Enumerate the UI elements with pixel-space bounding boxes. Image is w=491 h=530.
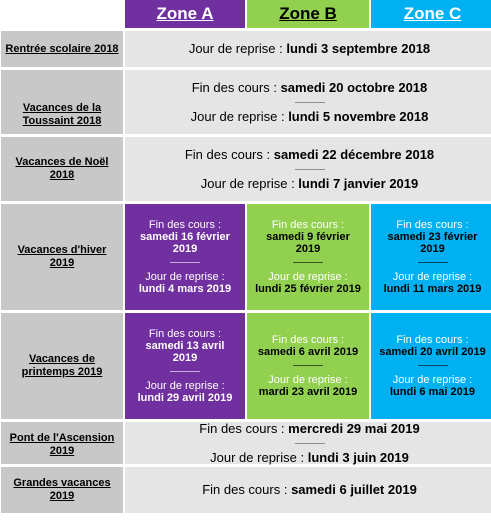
fin-prefix: Fin des cours :: [148, 219, 222, 231]
row-label-printemps: Vacances de printemps 2019: [1, 313, 123, 419]
printemps-zone-c: [371, 313, 491, 419]
separator: [170, 371, 200, 372]
printemps-a-reprise-date: lundi 29 avril 2019: [137, 392, 233, 404]
printemps-a-fin-date: samedi 13 avril 2019: [145, 340, 225, 364]
printemps-b-fin-date: samedi 6 avril 2019: [257, 346, 359, 358]
noel-fin: [185, 147, 434, 163]
row-label-hiver: Vacances d'hiver 2019: [1, 204, 123, 310]
noel-reprise-date: lundi 7 janvier 2019: [298, 175, 419, 191]
separator: [418, 262, 448, 263]
fin-prefix: Fin des cours :: [202, 482, 292, 497]
reprise-prefix: Jour de reprise :: [392, 374, 473, 386]
printemps-b-reprise-date: mardi 23 avril 2019: [258, 386, 358, 398]
hiver-c-reprise-date: lundi 11 mars 2019: [383, 283, 482, 295]
row-label-toussaint: Vacances de la Toussaint 2018: [1, 70, 123, 134]
row-ascension-dates: [125, 422, 491, 464]
reprise-prefix: Jour de reprise :: [268, 374, 348, 386]
row-noel-dates: [125, 137, 491, 201]
zone-b-header: Zone B: [247, 0, 369, 28]
printemps-zone-b: [247, 313, 369, 419]
separator: [295, 443, 325, 444]
hiver-c-fin-date: samedi 23 février 2019: [387, 231, 478, 255]
reprise-prefix: Jour de reprise :: [268, 271, 348, 283]
toussaint-reprise-date: lundi 5 novembre 2018: [288, 108, 429, 124]
fin-prefix: Fin des cours :: [271, 334, 345, 346]
hiver-zone-c: [371, 204, 491, 310]
reprise-prefix: Jour de reprise :: [188, 41, 287, 56]
row-label-ascension: Pont de l'Ascension 2019: [1, 422, 123, 464]
printemps-c-reprise-date: lundi 6 mai 2019: [390, 386, 475, 398]
rentree-reprise: [189, 41, 430, 57]
reprise-prefix: Jour de reprise :: [145, 380, 225, 392]
fin-prefix: Fin des cours :: [396, 219, 469, 231]
row-label-noel: Vacances de Noël 2018: [1, 137, 123, 201]
separator: [293, 262, 323, 263]
noel-fin-date: samedi 22 décembre 2018: [273, 146, 435, 162]
fin-prefix: Fin des cours :: [148, 328, 222, 340]
hiver-zone-b: [247, 204, 369, 310]
reprise-prefix: Jour de reprise :: [210, 449, 308, 465]
ete-fin-date: samedi 6 juillet 2019: [291, 482, 417, 497]
hiver-b-reprise-date: lundi 25 février 2019: [255, 283, 361, 295]
zone-a-header: Zone A: [125, 0, 245, 28]
separator: [293, 365, 323, 366]
hiver-a-fin-date: samedi 16 février 2019: [140, 231, 230, 255]
row-toussaint-dates: [125, 70, 491, 134]
noel-reprise: [201, 176, 419, 192]
separator: [295, 102, 325, 103]
ascension-fin: [199, 421, 419, 437]
ascension-reprise-date: lundi 3 juin 2019: [307, 449, 409, 465]
separator: [170, 262, 200, 263]
fin-prefix: Fin des cours :: [184, 146, 274, 162]
printemps-zone-a: [125, 313, 245, 419]
reprise-prefix: Jour de reprise :: [200, 175, 299, 191]
fin-prefix: Fin des cours :: [199, 420, 289, 436]
row-label-ete: Grandes vacances 2019: [1, 467, 123, 513]
rentree-reprise-date: lundi 3 septembre 2018: [286, 41, 431, 56]
printemps-c-fin-date: samedi 20 avril 2019: [379, 346, 486, 358]
toussaint-reprise: [191, 109, 429, 125]
hiver-a-reprise-date: lundi 4 mars 2019: [138, 283, 232, 295]
separator: [295, 169, 325, 170]
reprise-prefix: Jour de reprise :: [392, 271, 473, 283]
ascension-reprise: [210, 450, 409, 466]
header-corner: [1, 0, 123, 28]
hiver-b-fin-date: samedi 9 février 2019: [266, 231, 350, 255]
reprise-prefix: Jour de reprise :: [190, 108, 289, 124]
row-label-rentree: Rentrée scolaire 2018: [1, 31, 123, 67]
row-rentree-dates: [125, 31, 491, 67]
toussaint-fin: [192, 80, 428, 96]
ete-fin: [202, 482, 417, 498]
toussaint-fin-date: samedi 20 octobre 2018: [280, 79, 428, 95]
separator: [418, 365, 448, 366]
fin-prefix: Fin des cours :: [191, 79, 281, 95]
reprise-prefix: Jour de reprise :: [145, 271, 225, 283]
hiver-zone-a: [125, 204, 245, 310]
row-ete-dates: [125, 467, 491, 513]
fin-prefix: Fin des cours :: [396, 334, 469, 346]
ascension-fin-date: mercredi 29 mai 2019: [288, 420, 420, 436]
zone-c-header: Zone C: [371, 0, 491, 28]
fin-prefix: Fin des cours :: [271, 219, 345, 231]
